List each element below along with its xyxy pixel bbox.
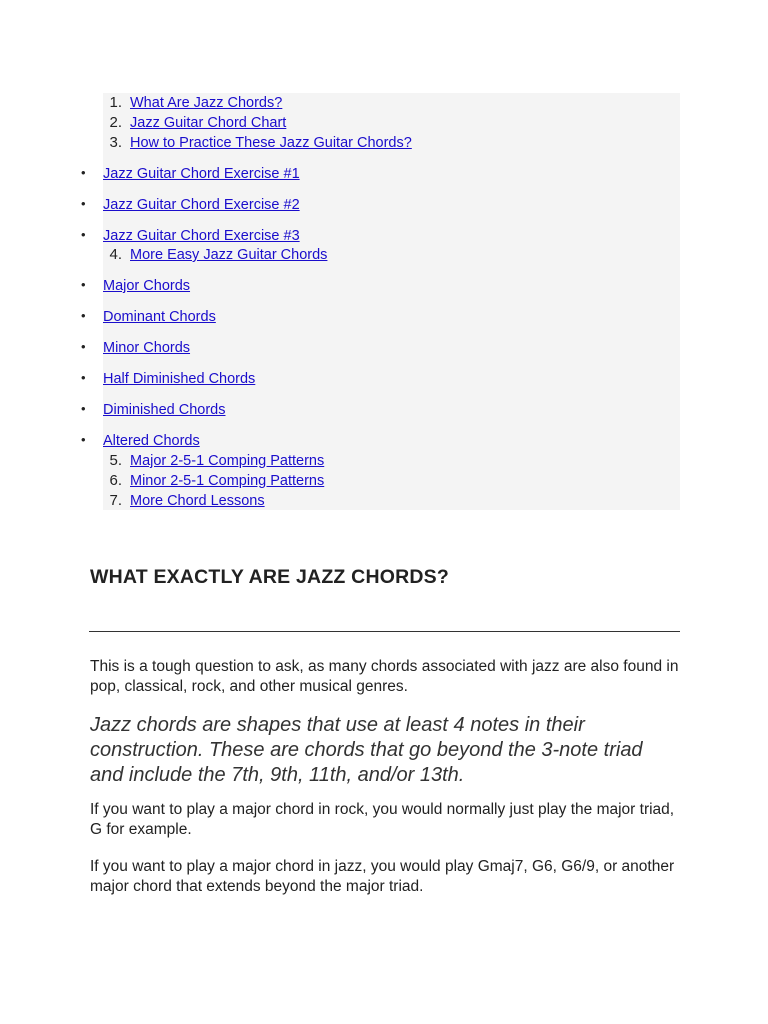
jazz-paragraph: If you want to play a major chord in jazz, you would play Gmaj7, G6, G6/9, or another major chord that extends beyond the major triad. bbox=[90, 858, 675, 895]
toc-number: 6. bbox=[109, 472, 122, 489]
toc-item bbox=[103, 165, 300, 183]
toc-link-diminished-chords[interactable]: Diminished Chords bbox=[103, 402, 226, 418]
toc-number: 4. bbox=[109, 246, 122, 263]
definition-quote: Jazz chords are shapes that use at least 4 notes in their construction. These are chords that go beyond the 3-note triad and include the 7th, 9th, 11th, and/or 13th. bbox=[90, 714, 643, 786]
toc-item bbox=[130, 94, 282, 112]
heading-divider bbox=[89, 631, 680, 632]
bullet-dot: • bbox=[81, 227, 86, 242]
toc-item bbox=[103, 370, 255, 388]
toc-item bbox=[130, 134, 412, 152]
toc-item bbox=[103, 308, 216, 326]
toc-link-dominant-chords[interactable]: Dominant Chords bbox=[103, 309, 216, 325]
toc-link-more-chord-lessons[interactable]: More Chord Lessons bbox=[130, 493, 265, 509]
bullet-dot: • bbox=[81, 196, 86, 211]
bullet-dot: • bbox=[81, 277, 86, 292]
toc-item bbox=[103, 339, 190, 357]
toc-item bbox=[130, 246, 327, 264]
toc-link-major-chords[interactable]: Major Chords bbox=[103, 278, 191, 294]
bullet-dot: • bbox=[81, 432, 86, 447]
toc-link-jazz-guitar-chord-chart[interactable]: Jazz Guitar Chord Chart bbox=[130, 115, 287, 131]
toc-link-exercise-3[interactable]: Jazz Guitar Chord Exercise #3 bbox=[103, 228, 300, 244]
toc-number: 1. bbox=[109, 94, 122, 111]
toc-item bbox=[103, 401, 226, 419]
toc-link-minor-251[interactable]: Minor 2-5-1 Comping Patterns bbox=[130, 473, 325, 489]
rock-paragraph: If you want to play a major chord in rock, you would normally just play the major triad, G for example. bbox=[90, 801, 675, 838]
toc-item bbox=[130, 472, 324, 490]
bullet-dot: • bbox=[81, 401, 86, 416]
toc-item bbox=[130, 492, 265, 510]
toc-link-exercise-2[interactable]: Jazz Guitar Chord Exercise #2 bbox=[103, 197, 300, 213]
toc-number: 2. bbox=[109, 114, 122, 131]
toc-number: 3. bbox=[109, 134, 122, 151]
bullet-dot: • bbox=[81, 370, 86, 385]
toc-link-major-251[interactable]: Major 2-5-1 Comping Patterns bbox=[130, 453, 325, 469]
toc-link-exercise-1[interactable]: Jazz Guitar Chord Exercise #1 bbox=[103, 166, 300, 182]
toc-item bbox=[130, 114, 286, 132]
toc-link-more-easy-jazz-guitar-chords[interactable]: More Easy Jazz Guitar Chords bbox=[130, 247, 328, 263]
toc-item bbox=[103, 227, 300, 245]
section-heading: WHAT EXACTLY ARE JAZZ CHORDS? bbox=[90, 566, 449, 588]
toc-item bbox=[103, 196, 300, 214]
intro-paragraph: This is a tough question to ask, as many chords associated with jazz are also found in pop, classical, rock, and other musical genres. bbox=[90, 658, 679, 695]
toc-link-how-to-practice[interactable]: How to Practice These Jazz Guitar Chords? bbox=[130, 135, 412, 151]
bullet-dot: • bbox=[81, 339, 86, 354]
bullet-dot: • bbox=[81, 165, 86, 180]
toc-item bbox=[103, 432, 200, 450]
toc-number: 7. bbox=[109, 492, 122, 509]
bullet-dot: • bbox=[81, 308, 86, 323]
toc-number: 5. bbox=[109, 452, 122, 469]
toc-link-minor-chords[interactable]: Minor Chords bbox=[103, 340, 191, 356]
toc-item bbox=[103, 277, 190, 295]
toc-link-altered-chords[interactable]: Altered Chords bbox=[103, 433, 200, 449]
toc-item bbox=[130, 452, 324, 470]
toc-link-half-diminished-chords[interactable]: Half Diminished Chords bbox=[103, 371, 256, 387]
toc-link-what-are-jazz-chords[interactable]: What Are Jazz Chords? bbox=[130, 95, 283, 111]
